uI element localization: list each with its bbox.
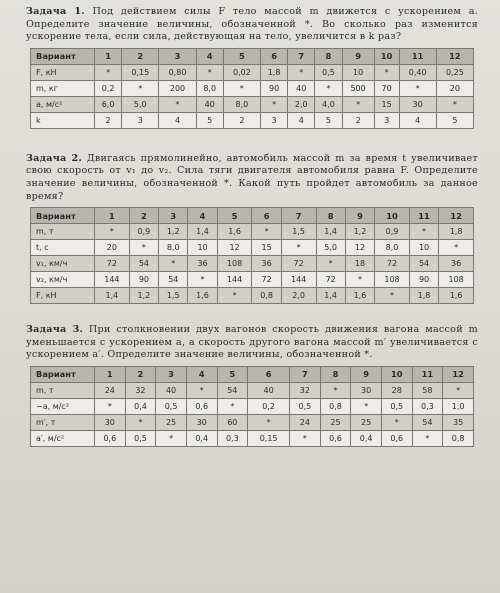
column-header-1: 1: [95, 366, 126, 382]
task-1-text: Под действием силы F тело массой m движется с ускорением a. Определите значение величины, обозначенной *. Во сколько раз изменится ускорение тела, если сила, действующая на тело, увеличится в k раз?: [26, 6, 478, 43]
table-cell: 1,8: [439, 224, 474, 240]
column-header-4: 4: [188, 208, 217, 224]
table-cell: 0,4: [186, 430, 217, 446]
table-cell: 0,80: [159, 64, 196, 80]
table-cell: 32: [290, 382, 321, 398]
table-cell: *: [248, 414, 290, 430]
row-label: m, т: [31, 382, 95, 398]
table-cell: 28: [381, 382, 412, 398]
table-cell: 8,0: [196, 80, 223, 96]
table-cell: 0,5: [125, 430, 156, 446]
table-cell: 2: [342, 112, 374, 128]
table-cell: 12: [217, 240, 252, 256]
table-cell: *: [122, 80, 159, 96]
table-cell: *: [443, 382, 474, 398]
table-cell: 0,40: [399, 64, 436, 80]
row-label: m, кг: [31, 80, 95, 96]
table-cell: 12: [345, 240, 374, 256]
column-header-11: 11: [412, 366, 443, 382]
column-header-10: 10: [375, 208, 410, 224]
table-cell: 5: [436, 112, 473, 128]
table-cell: 0,6: [320, 430, 351, 446]
table-cell: 0,6: [381, 430, 412, 446]
table-cell: 60: [217, 414, 248, 430]
table-cell: *: [345, 272, 374, 288]
table-cell: 1,4: [188, 224, 217, 240]
table-cell: 1,2: [345, 224, 374, 240]
table-cell: 0,3: [412, 398, 443, 414]
table-cell: 18: [345, 256, 374, 272]
table-cell: 40: [196, 96, 223, 112]
column-header-3: 3: [159, 208, 188, 224]
table-cell: *: [320, 382, 351, 398]
column-header-4: 4: [196, 48, 223, 64]
table-cell: 15: [374, 96, 399, 112]
table-cell: 1,6: [188, 288, 217, 304]
column-header-12: 12: [436, 48, 473, 64]
table-cell: *: [281, 240, 316, 256]
column-header-7: 7: [281, 208, 316, 224]
column-header-variant: Вариант: [31, 366, 95, 382]
table-cell: 1,5: [159, 288, 188, 304]
table-cell: 36: [252, 256, 281, 272]
column-header-12: 12: [443, 366, 474, 382]
table-cell: 0,9: [129, 224, 158, 240]
table-cell: 90: [261, 80, 288, 96]
table-row: [31, 398, 474, 414]
table-cell: 0,2: [95, 80, 122, 96]
table-cell: 54: [129, 256, 158, 272]
table-cell: *: [95, 64, 122, 80]
table-cell: 0,5: [381, 398, 412, 414]
column-header-6: 6: [248, 366, 290, 382]
task-1-title: Задача 1.: [26, 6, 85, 17]
table-cell: *: [186, 382, 217, 398]
task-3-text: При столкновении двух вагонов скорость движения вагона массой m уменьшается с ускорением a, а скорость другого вагона массой m′ увеличивается с ускорением a′. Определите значение величины, обозначенной *.: [26, 324, 478, 361]
table-cell: 58: [412, 382, 443, 398]
table-cell: *: [159, 256, 188, 272]
column-header-variant: Вариант: [31, 208, 95, 224]
table-cell: *: [252, 224, 281, 240]
table-cell: 1,6: [217, 224, 252, 240]
column-header-6: 6: [252, 208, 281, 224]
table-cell: 54: [409, 256, 438, 272]
table-cell: *: [188, 272, 217, 288]
table-cell: 2,0: [288, 96, 315, 112]
table-cell: *: [95, 224, 130, 240]
column-header-variant: Вариант: [31, 48, 95, 64]
table-cell: 30: [351, 382, 382, 398]
table-cell: 72: [252, 272, 281, 288]
row-label: k: [31, 112, 95, 128]
table-cell: 0,8: [320, 398, 351, 414]
table-cell: 25: [156, 414, 187, 430]
table-cell: 1,4: [95, 288, 130, 304]
column-header-10: 10: [374, 48, 399, 64]
table-cell: *: [159, 96, 196, 112]
table-row: [31, 256, 474, 272]
column-header-8: 8: [320, 366, 351, 382]
row-label: −a, м/с²: [31, 398, 95, 414]
table-cell: 1,0: [443, 398, 474, 414]
row-label: a′, м/с²: [31, 430, 95, 446]
task-3-statement: [26, 324, 478, 362]
table-cell: *: [409, 224, 438, 240]
table-cell: 4,0: [315, 96, 342, 112]
row-label: m, т: [31, 224, 95, 240]
table-header-row: [31, 48, 474, 64]
table-cell: 4: [288, 112, 315, 128]
column-header-8: 8: [316, 208, 345, 224]
column-header-1: 1: [95, 208, 130, 224]
table-header-row: [31, 366, 474, 382]
table-cell: 108: [217, 256, 252, 272]
table-cell: 0,5: [156, 398, 187, 414]
table-cell: *: [412, 430, 443, 446]
table-cell: 1,4: [316, 288, 345, 304]
table-cell: 108: [375, 272, 410, 288]
table-cell: 54: [412, 414, 443, 430]
column-header-8: 8: [315, 48, 342, 64]
table-cell: 0,4: [351, 430, 382, 446]
table-cell: *: [351, 398, 382, 414]
table-cell: *: [288, 64, 315, 80]
task-3-title: Задача 3.: [26, 324, 84, 336]
column-header-1: 1: [95, 48, 122, 64]
table-cell: 500: [342, 80, 374, 96]
table-cell: *: [399, 80, 436, 96]
table-cell: 0,02: [223, 64, 260, 80]
task-2-title: Задача 2.: [26, 152, 83, 164]
table-cell: *: [381, 414, 412, 430]
table-cell: 1,2: [159, 224, 188, 240]
table-cell: 25: [320, 414, 351, 430]
table-cell: 72: [95, 256, 130, 272]
table-cell: 90: [409, 272, 438, 288]
row-label: a, м/с²: [31, 96, 95, 112]
table-cell: 72: [316, 272, 345, 288]
table-cell: 0,6: [95, 430, 126, 446]
table-cell: 1,6: [345, 288, 374, 304]
row-label: F, кН: [31, 64, 95, 80]
table-cell: *: [375, 288, 410, 304]
table-cell: 1,5: [281, 224, 316, 240]
table-cell: *: [223, 80, 260, 96]
table-cell: 144: [95, 272, 130, 288]
table-cell: 3: [122, 112, 159, 128]
table-cell: 1,4: [316, 224, 345, 240]
column-header-7: 7: [288, 48, 315, 64]
table-cell: 0,8: [443, 430, 474, 446]
table-cell: *: [217, 398, 248, 414]
table-cell: 2: [95, 112, 122, 128]
table-cell: *: [196, 64, 223, 80]
table-cell: 36: [188, 256, 217, 272]
table-cell: 25: [351, 414, 382, 430]
table-cell: *: [374, 64, 399, 80]
row-label: v₂, км/ч: [31, 272, 95, 288]
table-cell: *: [125, 414, 156, 430]
table-cell: 6,0: [95, 96, 122, 112]
table-cell: 1,8: [261, 64, 288, 80]
table-cell: 8,0: [223, 96, 260, 112]
table-cell: 5: [315, 112, 342, 128]
table-cell: 30: [186, 414, 217, 430]
column-header-5: 5: [217, 366, 248, 382]
table-cell: 144: [217, 272, 252, 288]
table-cell: *: [439, 240, 474, 256]
table-cell: 200: [159, 80, 196, 96]
table-cell: 2,0: [281, 288, 316, 304]
table-cell: *: [261, 96, 288, 112]
table-row: [31, 96, 474, 112]
row-label: v₁, км/ч: [31, 256, 95, 272]
table-cell: 144: [281, 272, 316, 288]
table-cell: 0,25: [436, 64, 473, 80]
column-header-12: 12: [439, 208, 474, 224]
table-cell: *: [290, 430, 321, 446]
table-row: [31, 382, 474, 398]
table-cell: 1,6: [439, 288, 474, 304]
task-2-table: [30, 207, 474, 304]
table-row: [31, 112, 474, 128]
column-header-5: 5: [217, 208, 252, 224]
table-cell: 0,9: [375, 224, 410, 240]
table-cell: 0,3: [217, 430, 248, 446]
table-cell: 35: [443, 414, 474, 430]
table-cell: 5,0: [122, 96, 159, 112]
table-cell: 10: [188, 240, 217, 256]
column-header-5: 5: [223, 48, 260, 64]
table-cell: 5: [196, 112, 223, 128]
table-cell: 5,0: [316, 240, 345, 256]
table-cell: 108: [439, 272, 474, 288]
table-row: [31, 414, 474, 430]
column-header-2: 2: [122, 48, 159, 64]
table-cell: 0,15: [122, 64, 159, 80]
column-header-7: 7: [290, 366, 321, 382]
table-cell: 10: [409, 240, 438, 256]
table-cell: *: [315, 80, 342, 96]
table-cell: 20: [95, 240, 130, 256]
column-header-6: 6: [261, 48, 288, 64]
column-header-9: 9: [342, 48, 374, 64]
table-cell: 8,0: [375, 240, 410, 256]
table-cell: 72: [281, 256, 316, 272]
column-header-2: 2: [129, 208, 158, 224]
table-cell: 3: [261, 112, 288, 128]
table-row: [31, 272, 474, 288]
table-cell: 54: [217, 382, 248, 398]
table-cell: 15: [252, 240, 281, 256]
table-cell: *: [129, 240, 158, 256]
table-cell: *: [342, 96, 374, 112]
table-cell: 8,0: [159, 240, 188, 256]
table-cell: 32: [125, 382, 156, 398]
table-row: [31, 288, 474, 304]
task-1-table: [30, 48, 474, 129]
table-cell: 2: [223, 112, 260, 128]
table-cell: 24: [290, 414, 321, 430]
table-cell: 1,2: [129, 288, 158, 304]
table-cell: 0,15: [248, 430, 290, 446]
table-cell: 70: [374, 80, 399, 96]
column-header-2: 2: [125, 366, 156, 382]
row-label: m′, т: [31, 414, 95, 430]
table-cell: 54: [159, 272, 188, 288]
table-cell: 72: [375, 256, 410, 272]
table-cell: 3: [374, 112, 399, 128]
table-cell: *: [95, 398, 126, 414]
column-header-9: 9: [351, 366, 382, 382]
row-label: t, с: [31, 240, 95, 256]
column-header-9: 9: [345, 208, 374, 224]
task-2-text: Двигаясь прямолинейно, автомобиль массой m за время t увеличивает свою скорость от v₁ до v₂. Сила тяги двигателя автомобиля равна F. Определите значение величины, обозначенной *. Какой путь пройдет автомобиль за данное время?: [26, 152, 478, 202]
table-cell: 36: [439, 256, 474, 272]
table-cell: 4: [159, 112, 196, 128]
column-header-3: 3: [159, 48, 196, 64]
table-row: [31, 64, 474, 80]
task-2-statement: [26, 153, 478, 203]
table-cell: 4: [399, 112, 436, 128]
table-row: [31, 80, 474, 96]
task-1-statement: [26, 6, 478, 44]
table-header-row: [31, 208, 474, 224]
table-cell: 0,2: [248, 398, 290, 414]
table-cell: 10: [342, 64, 374, 80]
table-cell: 0,5: [290, 398, 321, 414]
column-header-3: 3: [156, 366, 187, 382]
table-cell: 40: [288, 80, 315, 96]
table-row: [31, 430, 474, 446]
table-cell: 20: [436, 80, 473, 96]
table-cell: 30: [399, 96, 436, 112]
table-cell: *: [436, 96, 473, 112]
table-cell: *: [316, 256, 345, 272]
table-row: [31, 224, 474, 240]
table-cell: 40: [156, 382, 187, 398]
table-cell: 0,6: [186, 398, 217, 414]
column-header-11: 11: [399, 48, 436, 64]
column-header-11: 11: [409, 208, 438, 224]
table-row: [31, 240, 474, 256]
row-label: F, кН: [31, 288, 95, 304]
table-cell: 40: [248, 382, 290, 398]
table-cell: 0,4: [125, 398, 156, 414]
table-cell: 24: [95, 382, 126, 398]
table-cell: 1,8: [409, 288, 438, 304]
task-3-table: [30, 366, 474, 447]
column-header-10: 10: [381, 366, 412, 382]
table-cell: *: [156, 430, 187, 446]
table-cell: 0,5: [315, 64, 342, 80]
table-cell: 90: [129, 272, 158, 288]
table-cell: 0,8: [252, 288, 281, 304]
table-cell: 30: [95, 414, 126, 430]
column-header-4: 4: [186, 366, 217, 382]
table-cell: *: [217, 288, 252, 304]
